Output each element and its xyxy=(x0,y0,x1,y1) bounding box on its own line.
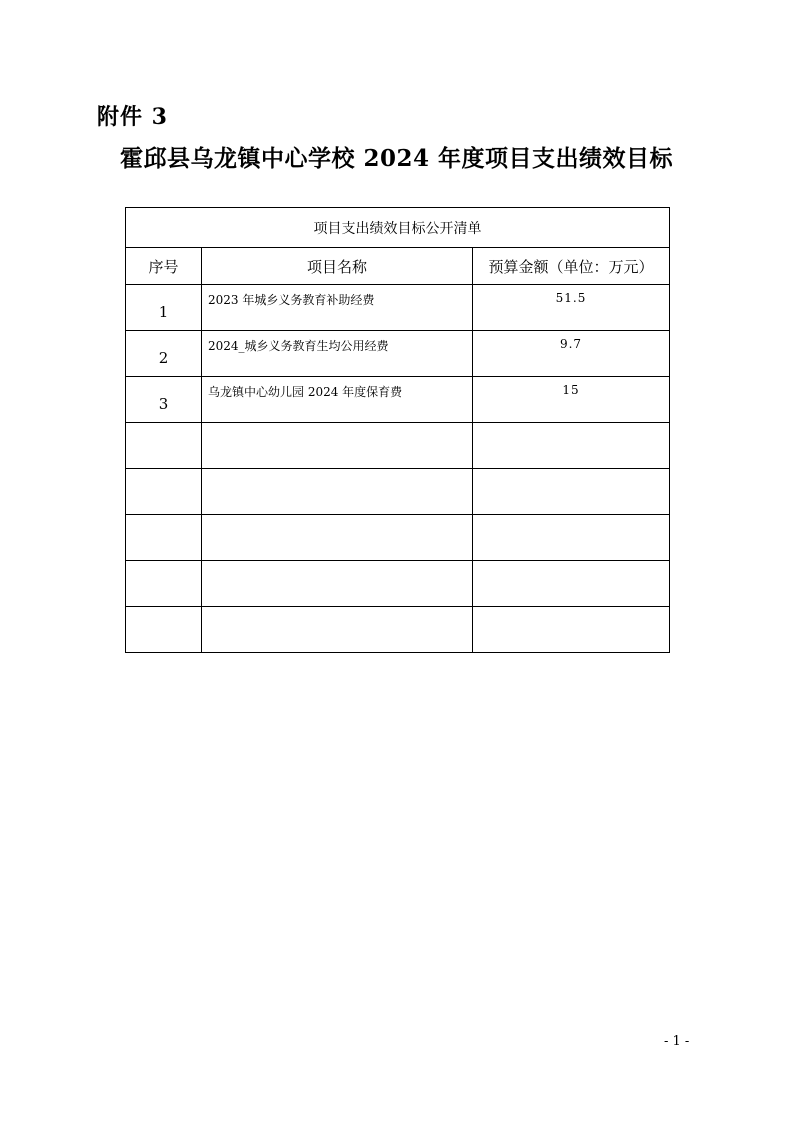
row-serial-no xyxy=(126,423,202,469)
row-serial-no xyxy=(126,469,202,515)
document-title: 霍邱县乌龙镇中心学校 2024 年度项目支出绩效目标 xyxy=(119,145,674,172)
header-serial-no: 序号 xyxy=(126,248,202,285)
row-budget-amount xyxy=(473,561,670,607)
row-budget-amount: 15 xyxy=(473,377,670,423)
row-project-name xyxy=(202,607,473,653)
expenditure-table xyxy=(125,207,670,653)
table-row xyxy=(126,423,670,469)
table-row xyxy=(126,515,670,561)
row-project-name: 2023 年城乡义务教育补助经费 xyxy=(202,285,473,331)
row-project-name: 2024_城乡义务教育生均公用经费 xyxy=(202,331,473,377)
table-row xyxy=(126,377,670,423)
row-project-name xyxy=(202,561,473,607)
table-row xyxy=(126,331,670,377)
header-project-name: 项目名称 xyxy=(202,248,473,285)
row-budget-amount xyxy=(473,423,670,469)
row-budget-amount xyxy=(473,515,670,561)
row-budget-amount xyxy=(473,607,670,653)
row-project-name: 乌龙镇中心幼儿园 2024 年度保育费 xyxy=(202,377,473,423)
row-budget-amount: 9.7 xyxy=(473,331,670,377)
row-serial-no: 1 xyxy=(126,285,202,331)
row-serial-no xyxy=(126,515,202,561)
page-number: - 1 - xyxy=(664,1034,690,1049)
row-project-name xyxy=(202,469,473,515)
table-row xyxy=(126,561,670,607)
header-budget-amount: 预算金额（单位：万元） xyxy=(473,248,670,285)
row-budget-amount: 51.5 xyxy=(473,285,670,331)
row-serial-no: 3 xyxy=(126,377,202,423)
table-row xyxy=(126,607,670,653)
row-serial-no: 2 xyxy=(126,331,202,377)
row-serial-no xyxy=(126,561,202,607)
table-row xyxy=(126,285,670,331)
row-serial-no xyxy=(126,607,202,653)
table-caption: 项目支出绩效目标公开清单 xyxy=(126,208,670,248)
table-row xyxy=(126,469,670,515)
row-budget-amount xyxy=(473,469,670,515)
row-project-name xyxy=(202,515,473,561)
row-project-name xyxy=(202,423,473,469)
attachment-label: 附件 3 xyxy=(97,104,168,130)
